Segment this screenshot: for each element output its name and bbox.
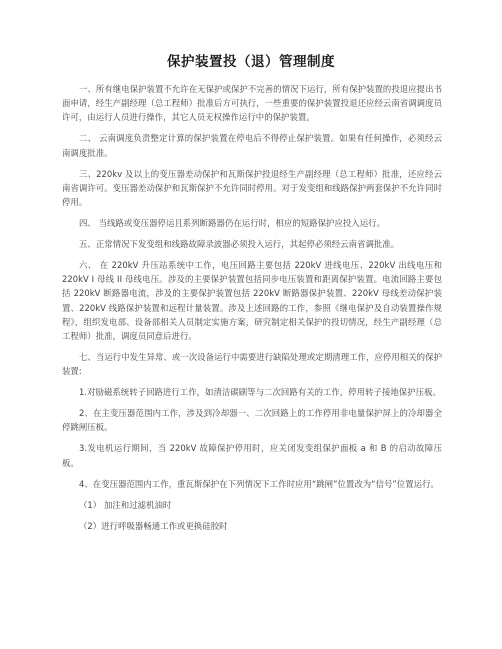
document-title: 保护装置投（退）管理制度 (167, 54, 335, 70)
paragraph-3: 三、220kv 及以上的变压器差动保护和瓦斯保护投退经生产副经理（总工程师）批准，还应经云南省调许可。变压器差动保护和瓦斯保护不允许同时停用。对于发变组和线路保护两套保护不允许同时停用。 (62, 168, 442, 208)
paragraph-1: 一、所有继电保护装置不允许在无保护或保护不完善的情况下运行，所有保护装置的投退应提出书面申请，经生产副经理（总工程师）批准后方可执行，一些重要的保护装置投退还应经云南省调调度员许可，由运行人员进行操作，其它人员无权操作运行中的保护装置。 (62, 84, 442, 123)
document-body (62, 82, 442, 540)
sub-item-1: （1） 加注和过滤机油时 (79, 499, 172, 510)
list-item-1: 1.对励磁系统转子回路进行工作，如清洁碳刷等与二次回路有关的工作，停用转子接地保护压板。 (79, 387, 441, 398)
list-item-2: 2、在主变压器范围内工作，涉及到冷却器一、二次回路上的工作停用非电量保护屏上的冷却器全停跳闸压板。 (62, 408, 442, 433)
paragraph-6: 六、 在 220kV 升压站系统中工作，电压回路主要包括 220kV 进线电压、220kV 出线电压和 220kV I 母线 II 母线电压。涉及的主要保护装置包括同步电压装置和距离保护装置。电流回路主要包括 220kV 断路器电流，涉及的主要保护装置包括 220kV 断路器保护装置、220kV 母线差动保护装置、220kV 线路保护装置和远程计量装置。涉及上述回路的工作，参照《继电保护及自动装置操作规程》，组织发电部、设备部相关人员制定实施方案，研究制定相关保护的投切情况，经生产副经理（总工程师）批准，调度员同意后进行。 (62, 260, 442, 342)
sub-item-2: （2）进行呼吸器畅通工作或更换硅胶时 (79, 520, 228, 531)
paragraph-2: 二、 云南调度负责整定计算的保护装置在停电后不得停止保护装置。如果有任何操作，必须经云南调度批准。 (62, 133, 442, 158)
paragraph-4: 四、 当线路或变压器停运且系列断路器仍在运行时，相应的短路保护应投入运行。 (79, 218, 386, 229)
list-item-4: 4、在变压器范围内工作，重瓦斯保护在下列情况下工作时应用“跳闸”位置改为“信号”位置运行。 (79, 478, 439, 489)
list-item-3: 3.发电机运行期间，当 220kV 故障保护停用时，应关闭发变组保护面板 a 和 B 的启动故障压板。 (62, 443, 442, 468)
paragraph-7: 七、当运行中发生异常、或一次设备运行中需要进行缺陷处理或定期清理工作，应停用相关的保护装置: (62, 352, 442, 377)
paragraph-5: 五、正常情况下发变组和线路故障录波器必须投入运行，其起停必须经云南省调批准。 (79, 239, 400, 250)
